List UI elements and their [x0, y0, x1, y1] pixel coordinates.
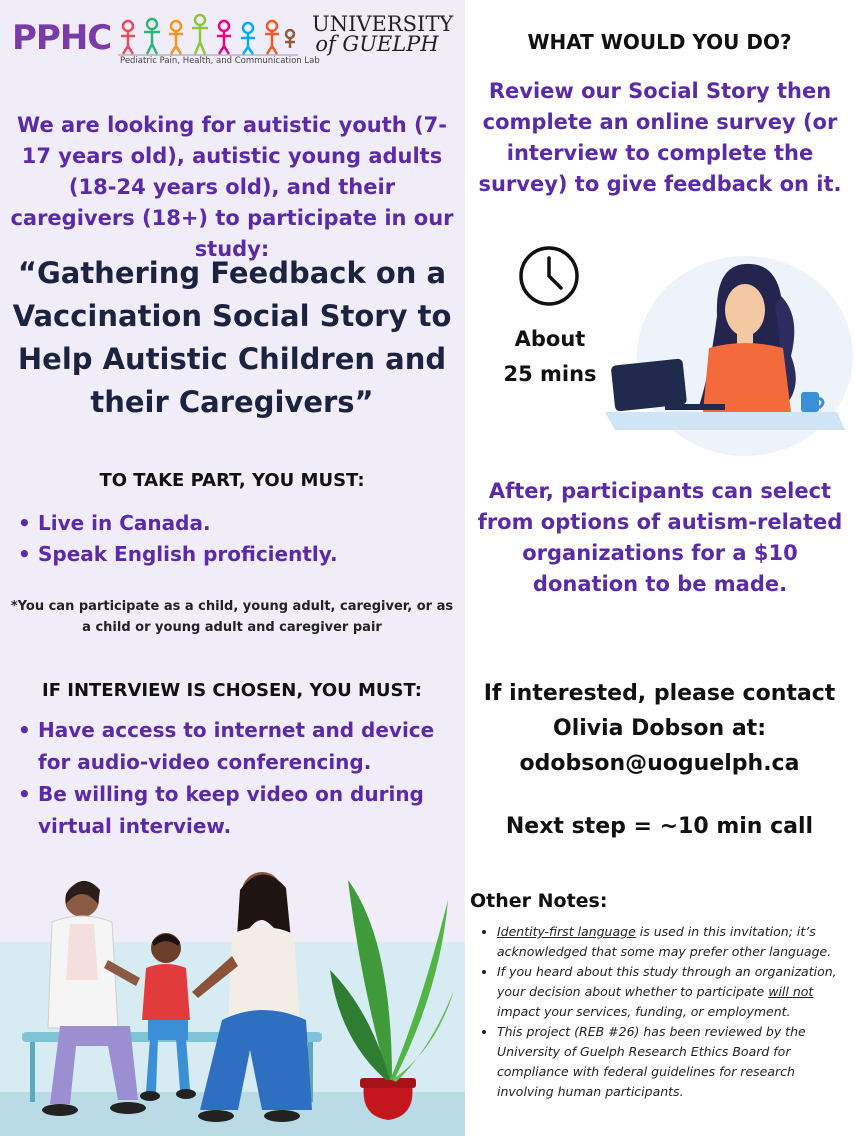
- other-notes-heading: Other Notes:: [470, 890, 608, 912]
- kids-logo-illustration: [118, 12, 298, 56]
- about-line2: 25 mins: [503, 362, 597, 386]
- university-logo: [312, 12, 454, 56]
- note-item: [497, 922, 851, 962]
- participation-note: *You can participate as a child, young adult, caregiver, or as a child or young adult and caregiver pair: [10, 599, 454, 635]
- vaccination-illustration: [0, 860, 465, 1136]
- study-title: “Gathering Feedback on a Vaccination Social Story to Help Autistic Children and their Caregivers”: [12, 256, 452, 419]
- take-part-heading: TO TAKE PART, YOU MUST:: [99, 470, 365, 491]
- university-line1: UNIVERSITY: [312, 12, 454, 36]
- about-line1: About: [514, 327, 586, 351]
- clock-icon: [517, 244, 581, 308]
- lab-name: Pediatric Pain, Health, and Communication Lab: [120, 56, 320, 66]
- note-text: If you heard about this study through an organization, your decision about whether to participate: [497, 964, 837, 999]
- what-heading: WHAT WOULD YOU DO?: [527, 30, 792, 54]
- take-part-item: • Live in Canada.: [38, 508, 452, 539]
- interview-heading: IF INTERVIEW IS CHOSEN, YOU MUST:: [42, 680, 422, 701]
- note-text: is used in this invitation; it’s acknowledged that some may prefer other language.: [497, 924, 832, 959]
- interview-item: • Have access to internet and device for audio-video conferencing.: [38, 714, 452, 778]
- laptop-woman-illustration: [605, 236, 854, 456]
- university-line2: of GUELPH: [315, 32, 439, 56]
- next-step-text: Next step = ~10 min call: [505, 814, 814, 839]
- note-text: impact your services, funding, or employment.: [497, 1004, 791, 1019]
- intro-text: We are looking for autistic youth (7-17 years old), autistic young adults (18-24 years old), and their caregivers (18+) to participate in our study:: [10, 113, 454, 261]
- contact-block: [465, 676, 854, 781]
- note-item: [497, 962, 851, 1022]
- interview-list: [12, 714, 452, 842]
- contact-line2: Olivia Dobson at:: [553, 716, 766, 741]
- review-text: Review our Social Story then complete an online survey (or interview to complete the survey) to give feedback on it.: [478, 79, 842, 196]
- note-emphasis: will not: [768, 984, 814, 999]
- take-part-item: • Speak English proficiently.: [38, 539, 452, 570]
- right-column: [465, 0, 854, 1136]
- pphc-logo-text: PPHC: [12, 18, 112, 58]
- take-part-list: [12, 508, 452, 570]
- other-notes-list: [483, 922, 851, 1102]
- contact-email[interactable]: odobson@uoguelph.ca: [519, 751, 800, 776]
- after-text: After, participants can select from options of autism-related organizations for a $10 donation to be made.: [477, 479, 843, 596]
- interview-item: • Be willing to keep video on during virtual interview.: [38, 778, 452, 842]
- note-item: • This project (REB #26) has been reviewed by the University of Guelph Research Ethics Board for compliance with federal guidelines for research involving human participants.: [497, 1022, 851, 1102]
- contact-line1: If interested, please contact: [483, 681, 836, 706]
- duration-text: [495, 322, 605, 392]
- identity-first-link[interactable]: Identity-first language: [497, 924, 636, 939]
